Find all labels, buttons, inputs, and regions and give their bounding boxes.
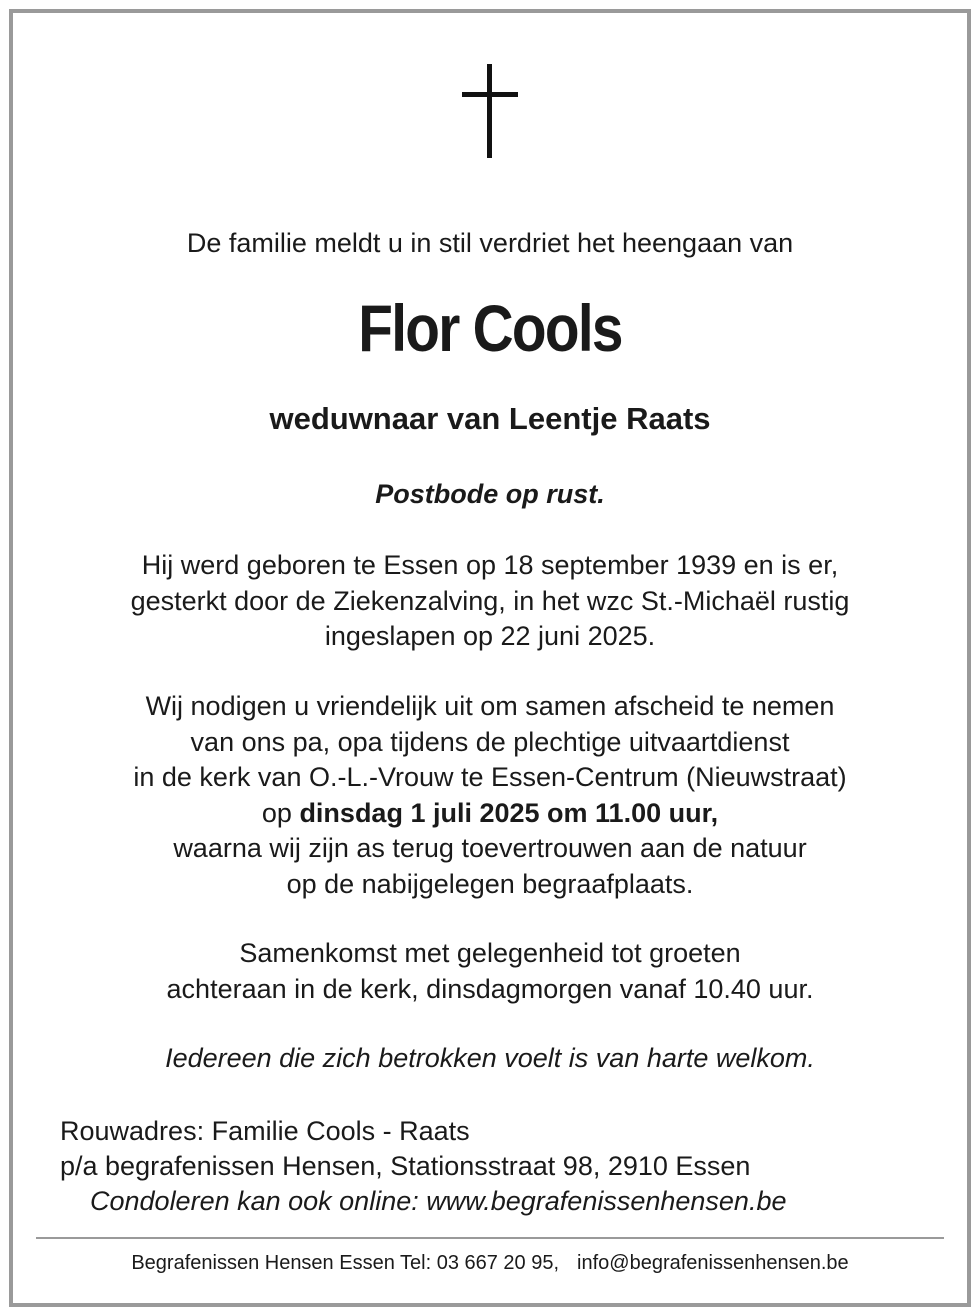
widower-line: weduwnaar van Leentje Raats bbox=[269, 401, 711, 436]
service-date-time: dinsdag 1 juli 2025 om 11.00 uur, bbox=[299, 797, 719, 828]
gathering-paragraph bbox=[0, 936, 980, 1007]
notice-frame bbox=[9, 9, 971, 1307]
address-line-1: Rouwadres: Familie Cools - Raats bbox=[60, 1116, 470, 1146]
invitation-line-3: in de kerk van O.-L.-Vrouw te Essen-Centrum (Nieuwstraat) bbox=[133, 762, 847, 792]
mourning-address bbox=[60, 1114, 786, 1219]
gathering-line-2: achteraan in de kerk, dinsdagmorgen vanaf 10.40 uur. bbox=[166, 973, 814, 1004]
cross-icon bbox=[460, 64, 520, 160]
welcome-line: Iedereen die zich betrokken voelt is van harte welkom. bbox=[165, 1043, 815, 1073]
online-condolence-line: Condoleren kan ook online: www.begrafenissenhensen.be bbox=[90, 1186, 787, 1216]
birth-line-2: gesterkt door de Ziekenzalving, in het wzc St.-Michaël rustig bbox=[130, 585, 850, 616]
birth-paragraph bbox=[0, 548, 980, 655]
profession-line: Postbode op rust. bbox=[375, 479, 605, 509]
invitation-line-4-prefix: op bbox=[261, 797, 292, 828]
invitation-paragraph bbox=[0, 689, 980, 902]
footer-email: info@begrafenissenhensen.be bbox=[577, 1252, 849, 1274]
invitation-line-4 bbox=[0, 796, 980, 832]
birth-line-3: ingeslapen op 22 juni 2025. bbox=[324, 621, 656, 651]
address-line-2: p/a begrafenissen Hensen, Stationsstraat 98, 2910 Essen bbox=[60, 1151, 751, 1181]
footer-divider bbox=[36, 1237, 944, 1239]
invitation-line-1: Wij nodigen u vriendelijk uit om samen afscheid te nemen bbox=[145, 691, 835, 721]
gathering-line-1: Samenkomst met gelegenheid tot groeten bbox=[239, 938, 741, 968]
deceased-name: Flor Cools bbox=[358, 291, 622, 365]
invitation-line-5: waarna wij zijn as terug toevertrouwen aan de natuur bbox=[173, 833, 807, 863]
invitation-line-2: van ons pa, opa tijdens de plechtige uitvaartdienst bbox=[190, 726, 790, 757]
footer-company: Begrafenissen Hensen Essen Tel: 03 667 20 95, bbox=[131, 1252, 560, 1274]
birth-line-1: Hij werd geboren te Essen op 18 september 1939 en is er, bbox=[141, 550, 839, 580]
footer bbox=[0, 1250, 980, 1276]
invitation-line-6: op de nabijgelegen begraafplaats. bbox=[286, 868, 694, 899]
intro-text: De familie meldt u in stil verdriet het heengaan van bbox=[186, 228, 794, 258]
